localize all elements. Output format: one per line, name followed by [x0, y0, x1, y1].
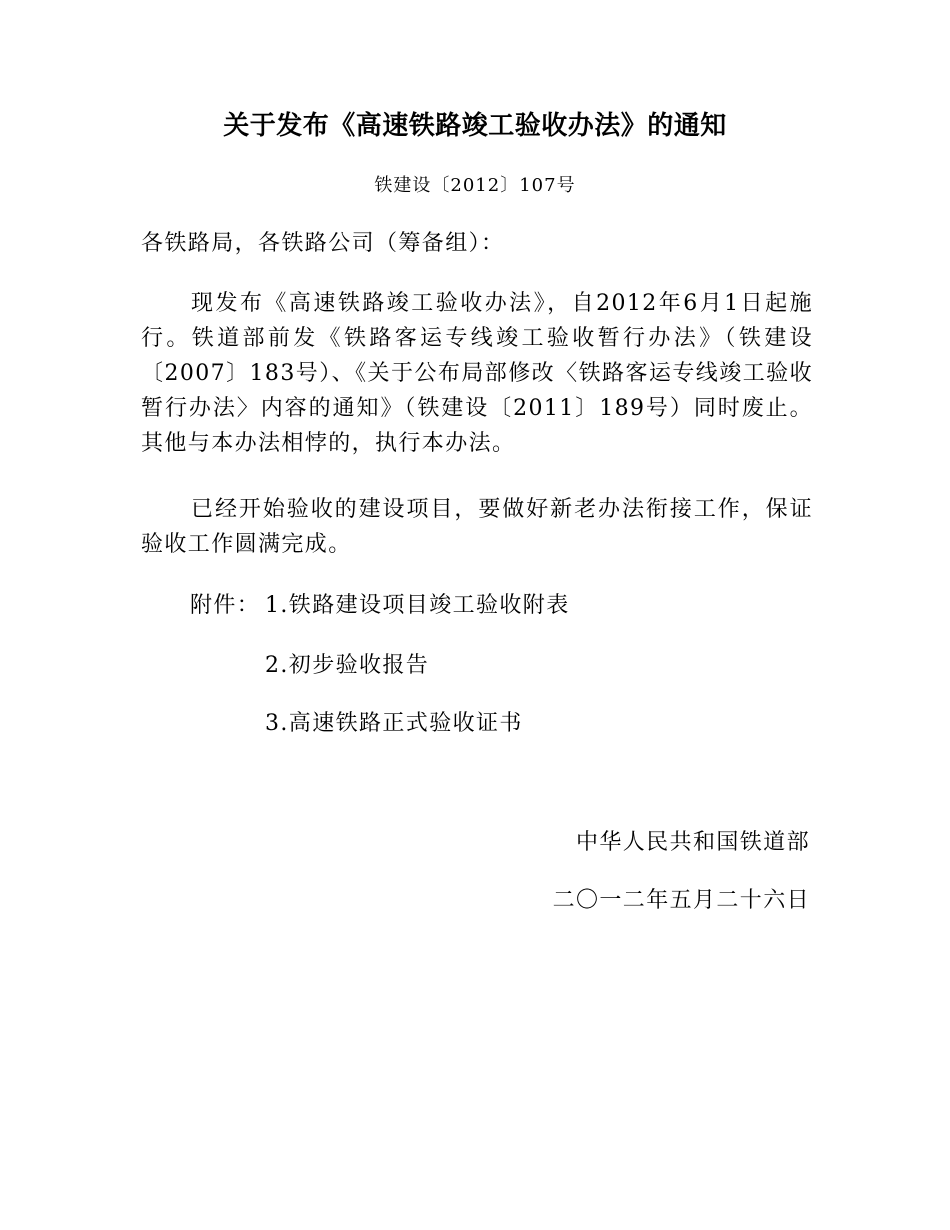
paragraph-transition: 已经开始验收的建设项目，要做好新老办法衔接工作，保证验收工作圆满完成。: [141, 497, 813, 557]
attachment-item: 2.初步验收报告: [265, 653, 430, 678]
issue-date: 二〇一二年五月二十六日: [552, 888, 810, 913]
attachment-item: 1.铁路建设项目竣工验收附表: [265, 593, 570, 618]
salutation: 各铁路局，各铁路公司（筹备组）：: [141, 231, 505, 256]
document-title: 关于发布《高速铁路竣工验收办法》的通知: [223, 111, 727, 141]
issuer-signature: 中华人民共和国铁道部: [575, 830, 810, 855]
document-number: 铁建设〔2012〕107号: [374, 175, 576, 196]
attachments-label: 附件：: [190, 593, 261, 618]
paragraph-announcement: 现发布《高速铁路竣工验收办法》，自2012年6月1日起施行。铁道部前发《铁路客运专线竣工验收暂行办法》（铁建设〔2007〕183号）、《关于公布局部修改〈铁路客运专线竣工验收暂行办法〉内容的通知》（铁建设〔2011〕189号）同时废止。其他与本办法相悖的，执行本办法。: [141, 291, 813, 456]
attachment-item: 3.高速铁路正式验收证书: [265, 711, 523, 736]
